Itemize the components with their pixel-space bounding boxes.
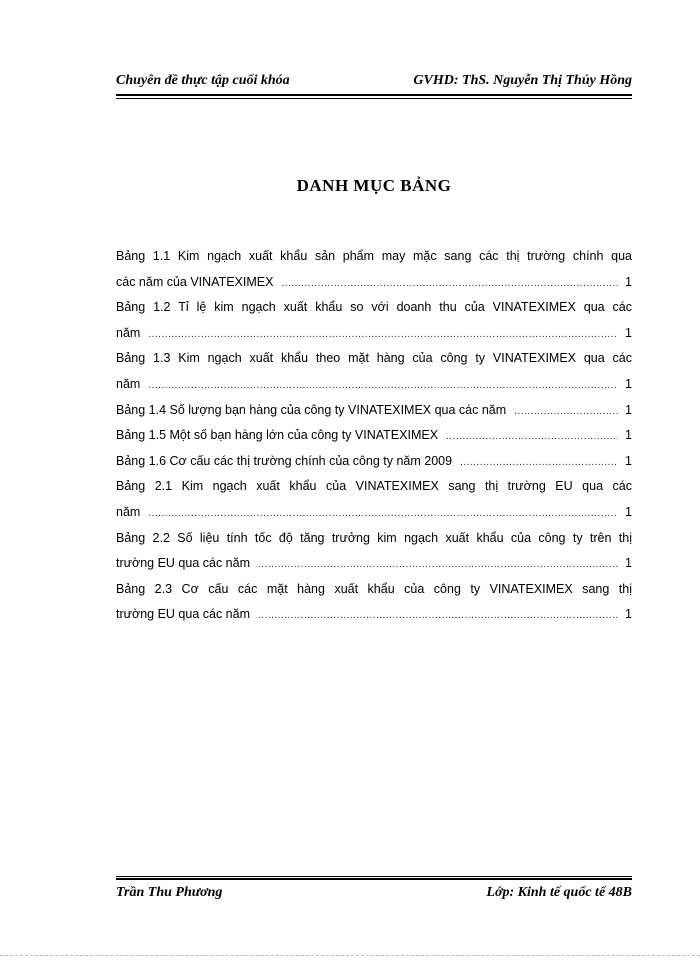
toc-entry-last-line xyxy=(116,270,632,296)
toc-entry-text: Bảng 1.1 Kim ngạch xuất khẩu sản phẩm may mặc sang các thị trường chính qua xyxy=(116,249,632,263)
toc-entry-last-line xyxy=(116,321,632,347)
toc-entry[interactable] xyxy=(116,449,632,475)
page-number: 1 xyxy=(625,504,632,519)
page-number: 1 xyxy=(625,376,632,391)
toc-entry[interactable] xyxy=(116,398,632,424)
dot-leader xyxy=(148,322,618,347)
toc-entry-text: Bảng 2.1 Kim ngạch xuất khẩu của VINATEXIMEX sang thị trường EU qua các xyxy=(116,479,632,494)
page-number: 1 xyxy=(625,428,632,443)
page-footer xyxy=(116,882,632,904)
page-header xyxy=(116,70,632,92)
toc-entry-text: Bảng 1.4 Số lượng bạn hàng của công ty VINATEXIMEX qua các năm xyxy=(116,402,507,417)
dot-leader xyxy=(148,501,618,526)
toc-entry[interactable] xyxy=(116,244,632,295)
toc-entry[interactable] xyxy=(116,346,632,397)
toc-entry-text: Bảng 2.3 Cơ cấu các mặt hàng xuất khẩu của công ty VINATEXIMEX sang thị xyxy=(116,581,632,596)
footer-class: Lớp: Kinh tế quốc tế 48B xyxy=(486,885,632,900)
page-number: 1 xyxy=(625,325,632,340)
toc-entry-text: năm xyxy=(116,325,141,340)
toc-entry-text: trường EU qua các năm xyxy=(116,556,250,571)
toc-entry-last-line xyxy=(116,551,632,577)
page-title: DANH MỤC BẢNG xyxy=(296,176,452,195)
toc-entry-last-line xyxy=(116,398,632,424)
toc-entry-last-line xyxy=(116,372,632,398)
toc-entry-text: Bảng 1.2 Tỉ lệ kim ngạch xuất khẩu so với doanh thu của VINATEXIMEX qua các xyxy=(116,300,632,315)
dot-leader xyxy=(281,271,618,296)
dot-leader xyxy=(258,552,618,577)
table-list xyxy=(116,244,632,628)
page-number: 1 xyxy=(625,402,632,417)
header-supervisor: GVHD: ThS. Nguyễn Thị Thúy Hồng xyxy=(413,73,632,88)
page-number: 1 xyxy=(625,556,632,571)
toc-entry-text: năm xyxy=(116,504,141,519)
toc-entry[interactable] xyxy=(116,474,632,525)
toc-entry[interactable] xyxy=(116,295,632,346)
page-number: 1 xyxy=(625,453,632,468)
toc-entry-last-line xyxy=(116,423,632,449)
dot-leader xyxy=(446,424,618,449)
header-divider xyxy=(116,94,632,99)
dot-leader xyxy=(460,450,618,475)
toc-entry-last-line xyxy=(116,449,632,475)
toc-entry-text: Bảng 1.5 Một số bạn hàng lớn của công ty VINATEXIMEX xyxy=(116,428,439,443)
footer-author: Trần Thu Phương xyxy=(116,885,223,900)
header-course-title: Chuyên đề thực tập cuối khóa xyxy=(116,73,290,88)
toc-entry-last-line xyxy=(116,500,632,526)
toc-entry-text: Bảng 1.6 Cơ cấu các thị trường chính của công ty năm 2009 xyxy=(116,453,453,468)
toc-entry-text: năm xyxy=(116,376,141,391)
toc-entry[interactable] xyxy=(116,577,632,628)
dot-leader xyxy=(258,603,618,628)
footer-divider xyxy=(116,876,632,880)
page-number: 1 xyxy=(625,607,632,622)
toc-entry-text: Bảng 2.2 Số liệu tính tốc độ tăng trưởng kim ngạch xuất khẩu của công ty trên thị xyxy=(116,530,632,545)
dot-leader xyxy=(148,373,618,398)
page-edge xyxy=(0,955,700,956)
dot-leader xyxy=(514,399,618,424)
toc-entry-text: Bảng 1.3 Kim ngạch xuất khẩu theo mặt hàng của công ty VINATEXIMEX qua các xyxy=(116,351,632,366)
page-number: 1 xyxy=(625,274,632,289)
toc-entry-text: trường EU qua các năm xyxy=(116,607,250,622)
toc-entry[interactable] xyxy=(116,423,632,449)
toc-entry-text: các năm của VINATEXIMEX xyxy=(116,274,274,289)
toc-entry[interactable] xyxy=(116,526,632,577)
toc-entry-last-line xyxy=(116,602,632,628)
